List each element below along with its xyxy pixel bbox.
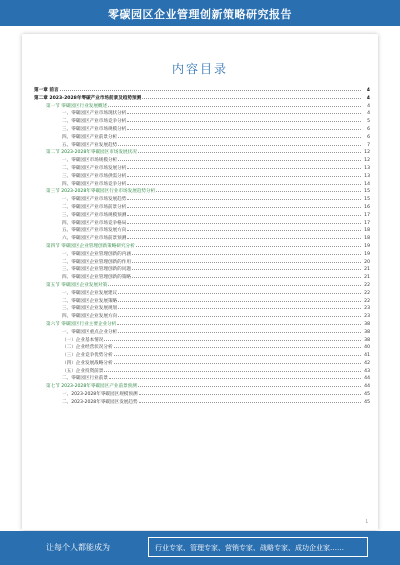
toc-entry-title: （一）企业基本情况 [62, 337, 104, 343]
toc-entry[interactable] [34, 258, 370, 266]
toc-entry-title: （四）企业发展战略分析 [62, 360, 113, 366]
toc-entry-title: 五、零碳园区产业市场发展方向 [62, 228, 127, 234]
toc-leader-dots [60, 86, 361, 91]
toc-leader-dots [127, 164, 361, 169]
footer-slogan: 让每个人都能成为 [46, 543, 110, 552]
toc-leader-dots [127, 109, 361, 114]
toc-entry-title: 三、零碳园区产业市场供需分析 [62, 173, 127, 179]
toc-entry[interactable] [34, 187, 370, 195]
toc-entry-title: 一、2023-2028年零碳园区规模预测 [62, 392, 138, 398]
toc-leader-dots [139, 390, 361, 395]
toc-entry-title: 第一章 前言 [34, 88, 59, 93]
toc-leader-dots [132, 265, 361, 270]
toc-entry-title: 一、零碳园区企业管理创新的内涵 [62, 251, 131, 257]
toc-entry[interactable] [34, 180, 370, 188]
toc-entry-page: 13 [364, 173, 370, 179]
toc-entry[interactable] [34, 148, 370, 156]
toc-entry-page: 21 [364, 267, 370, 273]
toc-entry[interactable] [34, 133, 370, 141]
toc-entry-page: 22 [364, 282, 370, 288]
toc-leader-dots [127, 180, 361, 185]
toc-entry[interactable] [34, 86, 370, 94]
toc-entry-title: 第二节 2023-2028年零碳园区市场发展状况 [46, 150, 137, 156]
toc-entry-title: 二、零碳园区行业前景 [62, 376, 108, 382]
toc-entry-page: 41 [364, 353, 370, 359]
toc-entry-page: 19 [364, 243, 370, 249]
toc-entry[interactable] [34, 382, 370, 390]
toc-leader-dots [104, 367, 361, 372]
toc-entry-page: 4 [367, 111, 370, 117]
toc-entry[interactable] [34, 250, 370, 258]
page-number: 1 [365, 519, 368, 524]
toc-entry-page: 23 [364, 314, 370, 320]
toc-entry[interactable] [34, 328, 370, 336]
toc-entry-page: 42 [364, 360, 370, 366]
toc-entry-page: 23 [364, 306, 370, 312]
toc-entry-page: 5 [367, 119, 370, 125]
toc-entry[interactable] [34, 359, 370, 367]
toc-entry-title: 二、零碳园区产业市场竞争分析 [62, 119, 127, 125]
toc-entry-page: 6 [367, 134, 370, 140]
toc-entry-page: 21 [364, 275, 370, 281]
toc-entry-title: 第一节 零碳园区行业发展概述 [46, 103, 108, 109]
toc-entry-title: （五）企业投资前景 [62, 368, 104, 374]
toc-entry[interactable] [34, 102, 370, 110]
toc-entry-title: 第六节 零碳园区行业主要企业分析 [46, 321, 117, 327]
toc-leader-dots [156, 187, 361, 192]
toc-entry[interactable] [34, 304, 370, 312]
toc-entry-title: 第七节 2023-2028年零碳园区产业前景预测 [46, 384, 137, 390]
toc-entry-title: 三、零碳园区产业市场规模分析 [62, 126, 127, 132]
toc-entry-title: 五、零碳园区产业发展趋势 [62, 142, 118, 148]
toc-leader-dots [127, 234, 361, 239]
toc-entry-title: 三、零碳园区企业管理创新的问题 [62, 267, 131, 273]
toc-entry[interactable] [34, 297, 370, 305]
toc-leader-dots [139, 398, 361, 403]
toc-leader-dots [108, 102, 361, 107]
toc-entry-page: 19 [364, 251, 370, 257]
toc-entry-page: 4 [366, 88, 370, 93]
toc-leader-dots [118, 156, 361, 161]
toc-entry-title: 三、零碳园区企业发展规划 [62, 306, 118, 312]
toc-entry[interactable] [34, 234, 370, 242]
toc-entry-page: 18 [364, 228, 370, 234]
toc-entry[interactable] [34, 265, 370, 273]
toc-leader-dots [127, 117, 361, 122]
toc-entry-page: 38 [364, 321, 370, 327]
toc-entry-page: 40 [364, 345, 370, 351]
toc-leader-dots [132, 250, 361, 255]
toc-leader-dots [132, 273, 361, 278]
toc-entry-page: 38 [364, 329, 370, 335]
toc-list [34, 86, 370, 406]
toc-leader-dots [104, 336, 361, 341]
toc-leader-dots [118, 289, 361, 294]
toc-entry[interactable] [34, 141, 370, 149]
toc-leader-dots [114, 343, 361, 348]
toc-entry[interactable] [34, 390, 370, 398]
toc-entry-page: 38 [364, 337, 370, 343]
toc-entry[interactable] [34, 336, 370, 344]
toc-leader-dots [108, 281, 361, 286]
toc-entry[interactable] [34, 343, 370, 351]
toc-entry-title: 四、零碳园区企业管理创新的策略 [62, 275, 131, 281]
toc-entry-page: 7 [367, 142, 370, 148]
toc-entry-title: 一、零碳园区重点企业分析 [62, 329, 118, 335]
toc-entry-page: 17 [364, 220, 370, 226]
toc-entry-page: 6 [367, 126, 370, 132]
toc-entry-page: 44 [364, 384, 370, 390]
toc-leader-dots [136, 242, 361, 247]
toc-entry-page: 4 [366, 95, 370, 101]
toc-leader-dots [138, 382, 361, 387]
toc-title: 内容目录 [171, 62, 228, 76]
toc-entry-page: 12 [364, 150, 370, 156]
toc-entry-page: 14 [364, 181, 370, 187]
toc-leader-dots [114, 351, 361, 356]
toc-entry[interactable] [34, 195, 370, 203]
toc-entry-title: 四、零碳园区产业市场竞争格局 [62, 220, 127, 226]
toc-leader-dots [142, 94, 361, 99]
toc-entry-title: 一、零碳园区企业发展建议 [62, 290, 118, 296]
toc-entry[interactable] [34, 172, 370, 180]
toc-entry-title: 二、零碳园区企业发展策略 [62, 298, 118, 304]
toc-entry[interactable] [34, 125, 370, 133]
toc-entry-page: 18 [364, 236, 370, 242]
toc-entry-page: 20 [364, 259, 370, 265]
toc-entry[interactable] [34, 367, 370, 375]
toc-entry-title: 四、零碳园区产业前景分析 [62, 134, 118, 140]
toc-entry[interactable] [34, 398, 370, 406]
toc-entry-title: 六、零碳园区产业市场前景预测 [62, 236, 127, 242]
toc-entry-page: 16 [364, 204, 370, 210]
toc-entry-page: 22 [364, 290, 370, 296]
toc-entry[interactable] [34, 226, 370, 234]
toc-entry-title: 三、零碳园区产业市场规模预测 [62, 212, 127, 218]
toc-entry-title: 四、零碳园区企业发展方向 [62, 314, 118, 320]
toc-entry[interactable] [34, 289, 370, 297]
toc-entry-title: 二、2023-2028年零碳园区发展趋势 [62, 399, 138, 405]
toc-leader-dots [127, 226, 361, 231]
toc-entry-title: 一、零碳园区市场规模分析 [62, 158, 118, 164]
toc-entry-page: 44 [364, 376, 370, 382]
toc-leader-dots [118, 304, 361, 309]
toc-leader-dots [118, 141, 361, 146]
toc-entry[interactable] [34, 312, 370, 320]
toc-entry-title: 第四节 零碳园区企业管理创新策略研究分析 [46, 243, 135, 249]
toc-entry-title: 一、零碳园区产业市场发展趋势 [62, 197, 127, 203]
toc-entry[interactable] [34, 203, 370, 211]
toc-leader-dots [127, 211, 361, 216]
toc-leader-dots [114, 359, 361, 364]
toc-entry-title: 二、零碳园区企业管理创新的作用 [62, 259, 131, 265]
toc-entry[interactable] [34, 219, 370, 227]
toc-entry[interactable] [34, 117, 370, 125]
document-page [22, 34, 378, 530]
toc-entry[interactable] [34, 164, 370, 172]
toc-leader-dots [109, 374, 361, 379]
toc-entry-title: 第三节 2023-2028年零碳园区行业市场发展趋势分析 [46, 189, 156, 195]
toc-leader-dots [118, 133, 361, 138]
toc-entry-page: 15 [364, 197, 370, 203]
toc-entry-page: 4 [367, 103, 370, 109]
toc-entry-title: （三）企业竞争优势分析 [62, 353, 113, 359]
toc-leader-dots [127, 219, 361, 224]
toc-entry-title: 一、零碳园区产业市场现状分析 [62, 111, 127, 117]
footer-tagline: 行业专家、管理专家、营销专家、战略专家、成功企业家…… [148, 537, 368, 557]
toc-entry[interactable] [34, 351, 370, 359]
toc-entry-title: 二、零碳园区产业市场发展分析 [62, 165, 127, 171]
toc-leader-dots [127, 195, 361, 200]
toc-entry-page: 45 [364, 399, 370, 405]
toc-entry[interactable] [34, 94, 370, 102]
toc-entry-title: 二、零碳园区产业市场前景分析 [62, 204, 127, 210]
toc-entry-page: 12 [364, 158, 370, 164]
toc-entry[interactable] [34, 109, 370, 117]
toc-leader-dots [127, 172, 361, 177]
toc-leader-dots [132, 258, 361, 263]
toc-entry[interactable] [34, 273, 370, 281]
toc-leader-dots [118, 312, 361, 317]
toc-entry-page: 45 [364, 392, 370, 398]
toc-leader-dots [127, 203, 361, 208]
toc-entry-title: 第二章 2023-2028年零碳产业市场前景及趋势预测 [34, 95, 142, 101]
toc-entry[interactable] [34, 242, 370, 250]
toc-leader-dots [118, 328, 361, 333]
toc-entry-title: （二）企业经营状况分析 [62, 345, 113, 351]
toc-entry-page: 17 [364, 212, 370, 218]
toc-entry-page: 15 [364, 189, 370, 195]
toc-leader-dots [118, 297, 361, 302]
document-title: 零碳园区企业管理创新策略研究报告 [108, 8, 292, 21]
toc-entry-page: 43 [364, 368, 370, 374]
footer-band [0, 531, 400, 565]
toc-entry[interactable] [34, 281, 370, 289]
toc-entry[interactable] [34, 156, 370, 164]
toc-entry[interactable] [34, 374, 370, 382]
toc-entry-page: 22 [364, 298, 370, 304]
toc-entry[interactable] [34, 211, 370, 219]
toc-entry[interactable] [34, 320, 370, 328]
toc-leader-dots [117, 320, 361, 325]
toc-leader-dots [138, 148, 361, 153]
toc-leader-dots [127, 125, 361, 130]
toc-entry-page: 13 [364, 165, 370, 171]
toc-entry-title: 第五节 零碳园区企业发展对策 [46, 282, 108, 288]
toc-entry-title: 四、零碳园区产业市场竞争分析 [62, 181, 127, 187]
